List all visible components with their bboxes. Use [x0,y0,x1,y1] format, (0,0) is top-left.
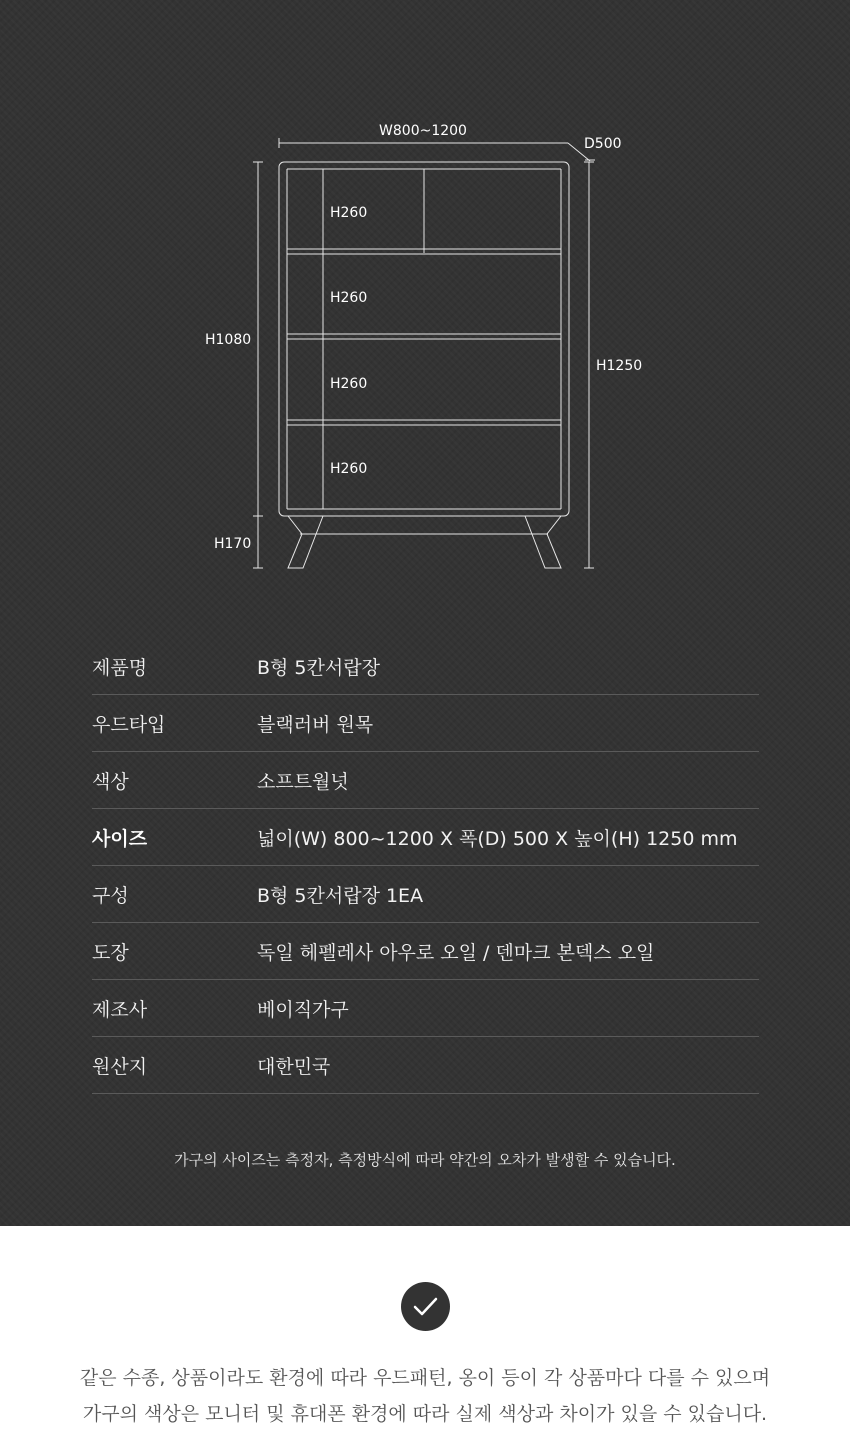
notice-line: 가구의 색상은 모니터 및 휴대폰 환경에 따라 실제 색상과 차이가 있을 수 있습니다. [82,1403,768,1425]
spec-label: 사이즈 [92,827,148,850]
spec-value: 넓이(W) 800~1200 X 폭(D) 500 X 높이(H) 1250 mm [257,827,738,850]
spec-label: 도장 [92,941,129,964]
spec-row-product-name [92,638,759,695]
spec-value: 소프트월넛 [257,770,349,793]
notice-line: 같은 수종, 상품이라도 환경에 따라 우드패턴, 옹이 등이 각 상품마다 다를 수 있으며 [79,1367,771,1389]
spec-label: 색상 [92,770,129,793]
spec-row-composition [92,866,759,923]
spec-table [92,638,759,1094]
spec-value: B형 5칸서랍장 1EA [257,884,424,907]
spec-value: 베이직가구 [257,998,349,1021]
drawer-height-label: H260 [330,376,368,392]
spec-row-manufacturer [92,980,759,1037]
drawer-height-label: H260 [330,461,368,477]
leg-height-label: H170 [214,536,252,552]
spec-value: 독일 헤펠레사 아우로 오일 / 덴마크 본덱스 오일 [257,941,655,964]
spec-label: 제조사 [92,998,148,1021]
spec-row-origin [92,1037,759,1094]
size-disclaimer: 가구의 사이즈는 측정자, 측정방식에 따라 약간의 오차가 발생할 수 있습니다. [174,1151,676,1169]
depth-label: D500 [584,136,622,152]
spec-row-size [92,809,759,866]
spec-value: B형 5칸서랍장 [257,656,380,679]
left-leg [288,516,323,568]
spec-label: 제품명 [92,656,148,679]
width-label: W800~1200 [379,123,467,139]
body-height-label: H1080 [205,332,252,348]
spec-value: 대한민국 [257,1055,331,1078]
drawer-height-label: H260 [330,290,368,306]
spec-label: 우드타입 [92,713,166,736]
total-height-label: H1250 [596,358,643,374]
color-notice [0,1360,850,1432]
right-leg [525,516,561,568]
dimension-diagram [0,0,850,600]
check-icon [401,1282,450,1331]
spec-value: 블랙러버 원목 [257,713,374,736]
spec-row-color [92,752,759,809]
spec-label: 원산지 [92,1055,148,1078]
spec-label: 구성 [92,884,129,907]
drawer-height-label: H260 [330,205,368,221]
spec-row-finish [92,923,759,980]
spec-row-wood-type [92,695,759,752]
